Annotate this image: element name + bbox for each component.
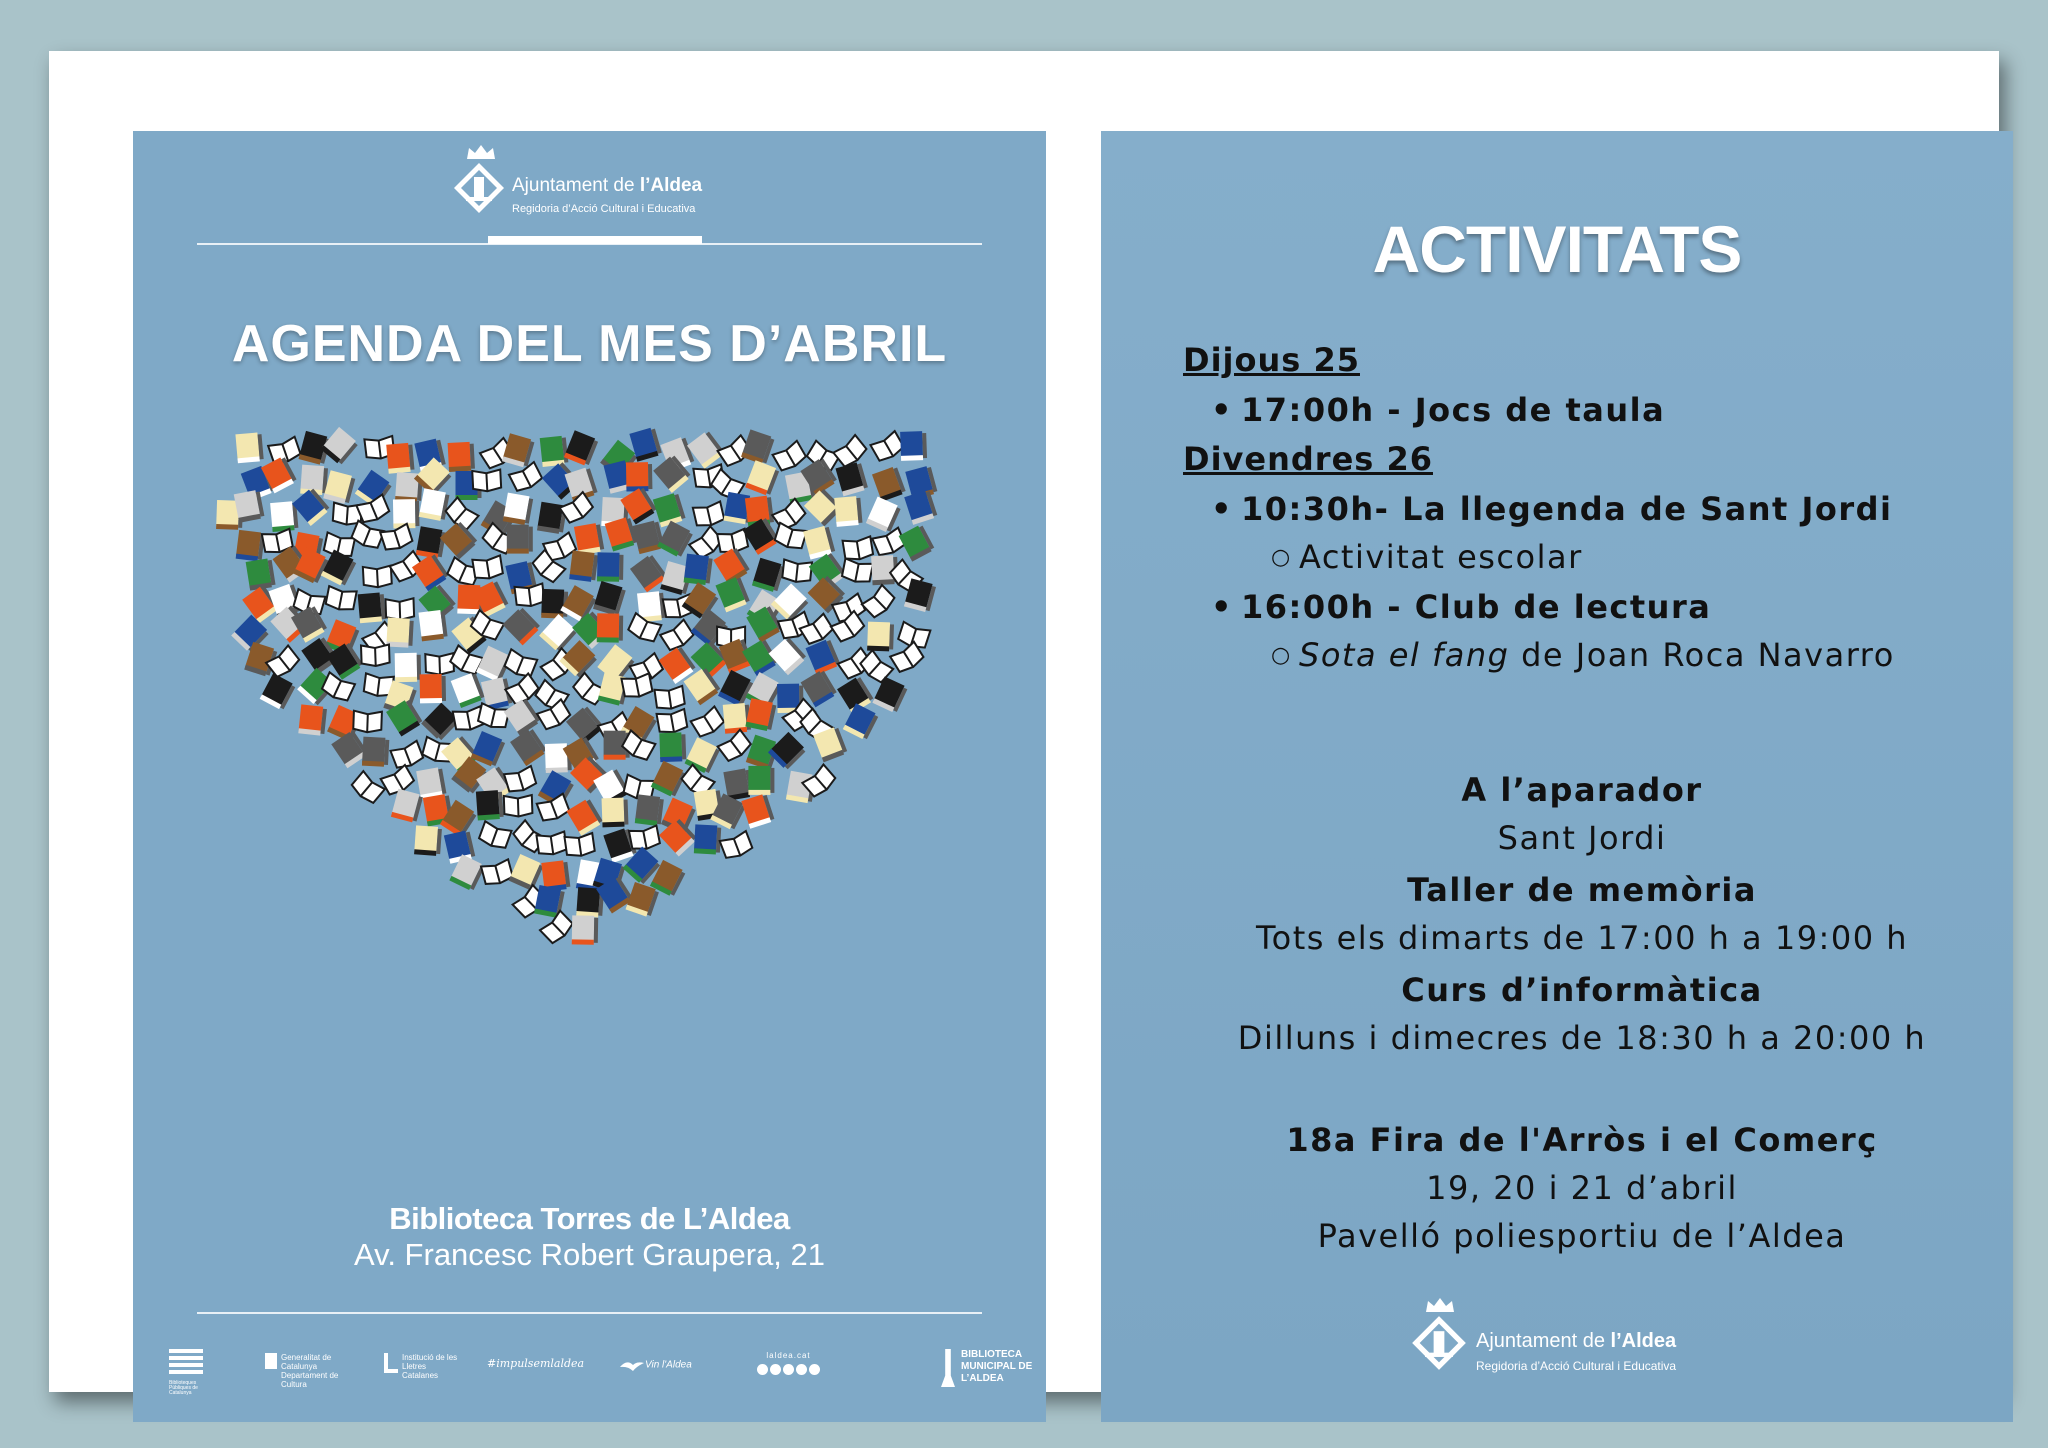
activity-detail: ○ Sota el fang de Joan Roca Navarro	[1183, 632, 1895, 681]
crown-icon	[465, 143, 497, 161]
sponsor-logo: Institució de les Lletres Catalanes	[384, 1353, 464, 1380]
book-icon	[320, 427, 359, 466]
ajuntament-logo	[448, 143, 748, 223]
day-heading: Divendres 26	[1183, 440, 1433, 478]
book-icon	[298, 704, 327, 736]
book-icon	[391, 741, 425, 771]
book-icon	[537, 699, 572, 731]
book-icon	[718, 670, 754, 708]
book-icon	[564, 833, 595, 858]
fira-dates: 19, 20 i 21 d’abril	[1426, 1169, 1738, 1207]
book-icon	[536, 832, 567, 857]
book-icon	[504, 795, 533, 817]
book-icon	[564, 430, 599, 467]
flickr-icon	[809, 1364, 820, 1375]
book-icon	[899, 524, 936, 562]
book-icon	[872, 676, 908, 713]
book-icon	[353, 711, 382, 733]
book-icon	[503, 493, 534, 526]
sponsor-logo: #impulsemlaldea	[487, 1357, 585, 1370]
activity-item: • 10:30h- La llegenda de Sant Jordi	[1183, 485, 1895, 534]
book-icon	[420, 674, 447, 703]
poster-panel	[133, 131, 1046, 1422]
book-icon	[350, 521, 384, 551]
book-icon	[350, 771, 385, 805]
stack-icon	[169, 1349, 205, 1379]
bullet-icon: •	[1211, 588, 1233, 626]
taller-text: Tots els dimarts de 17:00 h a 19:00 h	[1256, 919, 1908, 957]
book-icon	[540, 911, 575, 946]
agenda-title: AGENDA DEL MES D’ABRIL	[231, 315, 948, 373]
book-icon	[414, 825, 442, 856]
circle-bullet-icon: ○	[1271, 545, 1292, 570]
sponsor-logo: BIBLIOTECA MUNICIPAL DE L’ALDEA	[941, 1349, 1051, 1387]
book-icon	[773, 441, 808, 473]
book-icon	[593, 581, 626, 616]
logo-subtitle: Regidoria d’Acció Cultural i Educativa	[512, 203, 696, 215]
book-icon	[425, 653, 454, 675]
book-icon	[386, 618, 413, 648]
sponsor-logo: Vin l'Aldea	[619, 1357, 692, 1373]
book-icon	[752, 558, 785, 593]
bottom-divider	[197, 1312, 982, 1314]
book-icon	[572, 915, 599, 944]
venue-name: Biblioteca Torres de L’Aldea	[389, 1201, 790, 1236]
book-icon	[657, 709, 688, 735]
book-icon	[504, 766, 537, 794]
curs-heading: Curs d’informàtica	[1401, 971, 1763, 1009]
book-icon	[502, 433, 535, 468]
book-icon	[862, 585, 897, 620]
book-icon	[870, 431, 905, 463]
logo-name: Ajuntament de l’Aldea	[512, 175, 703, 196]
book-icon	[782, 559, 812, 583]
book-icon	[385, 598, 414, 620]
book-icon	[745, 698, 776, 732]
book-icon	[416, 526, 447, 559]
book-icon	[626, 462, 653, 491]
book-icon	[691, 706, 726, 739]
book-icon	[509, 854, 545, 891]
day-heading: Dijous 25	[1183, 341, 1360, 379]
book-icon	[478, 821, 511, 850]
book-icon	[741, 429, 775, 465]
schedule-list	[1183, 336, 1895, 681]
coat-of-arms-icon	[452, 161, 506, 215]
book-icon	[260, 673, 297, 711]
book-icon	[833, 435, 868, 469]
book-icon	[235, 432, 263, 463]
book-icon	[476, 790, 504, 821]
book-icon	[502, 606, 541, 645]
aparador-heading: A l’aparador	[1461, 771, 1703, 809]
book-icon	[472, 469, 501, 491]
book-icon	[539, 614, 578, 653]
book-icon	[684, 554, 713, 586]
book-icon	[769, 636, 808, 675]
book-icon	[361, 645, 390, 667]
book-icon	[566, 798, 603, 836]
book-icon	[515, 583, 545, 607]
book-icon	[867, 622, 894, 652]
brochure-sheet	[49, 51, 1999, 1396]
book-icon	[503, 649, 537, 679]
book-icon	[723, 703, 751, 734]
book-icon	[395, 653, 422, 682]
book-icon	[715, 576, 750, 613]
fira-heading: 18a Fira de l'Arròs i el Comerç	[1286, 1121, 1878, 1159]
curs-text: Dilluns i dimecres de 18:30 h a 20:00 h	[1237, 1019, 1927, 1057]
activity-item: • 16:00h - Club de lectura	[1183, 583, 1895, 632]
book-icon	[659, 732, 686, 762]
bird-icon	[619, 1357, 645, 1373]
book-icon	[507, 525, 533, 554]
social-icons	[757, 1364, 820, 1377]
book-icon	[451, 672, 486, 708]
book-icon	[362, 737, 389, 767]
lletres-icon	[384, 1353, 398, 1373]
aparador-text: Sant Jordi	[1497, 819, 1667, 857]
ajuntament-logo	[1406, 1296, 1726, 1386]
book-icon	[602, 797, 629, 827]
book-icon	[843, 536, 874, 561]
facebook-icon	[757, 1364, 768, 1375]
book-icon	[472, 555, 503, 580]
book-icon	[768, 732, 807, 771]
coat-of-arms-icon	[1410, 1314, 1468, 1372]
book-icon	[448, 442, 475, 472]
youtube-icon	[796, 1364, 807, 1375]
book-icon	[654, 686, 685, 711]
instagram-icon	[783, 1364, 794, 1375]
book-icon	[629, 825, 660, 851]
book-icon	[386, 443, 414, 474]
tower-icon	[941, 1349, 955, 1387]
book-icon	[872, 466, 906, 502]
book-icon	[741, 793, 775, 829]
book-icon	[358, 592, 386, 623]
circle-bullet-icon: ○	[1271, 643, 1292, 668]
sponsor-logos	[169, 1349, 1033, 1409]
book-icon	[720, 831, 754, 861]
bullet-icon: •	[1211, 391, 1233, 429]
book-icon	[835, 461, 868, 496]
generalitat-icon	[265, 1353, 277, 1369]
book-icon	[325, 586, 356, 612]
book-icon	[834, 496, 862, 527]
crown-icon	[1424, 1296, 1456, 1314]
book-icon	[540, 435, 569, 467]
top-divider-accent	[488, 236, 702, 244]
sponsor-logo: Generalitat de Catalunya Departament de Cultura	[265, 1353, 345, 1389]
book-icon	[574, 522, 605, 555]
book-icon	[597, 552, 624, 581]
book-icon	[660, 620, 695, 653]
book-icon	[481, 859, 513, 887]
book-icon	[748, 766, 774, 795]
venue-address: Av. Francesc Robert Graupera, 21	[354, 1237, 825, 1272]
book-icon	[597, 613, 624, 642]
book-icon	[246, 558, 276, 591]
book-icon	[843, 703, 879, 741]
taller-heading: Taller de memòria	[1407, 871, 1757, 909]
book-icon	[635, 794, 664, 826]
book-icon	[234, 489, 265, 522]
sponsor-logo: laldea.cat	[757, 1351, 820, 1377]
book-icon	[693, 501, 725, 528]
book-icon	[236, 530, 265, 562]
logo-name: Ajuntament de l’Aldea	[1476, 1330, 1677, 1352]
book-icon	[841, 558, 872, 584]
logo-subtitle: Regidoria d’Acció Cultural i Educativa	[1476, 1359, 1677, 1373]
fira-place: Pavelló poliesportiu de l’Aldea	[1317, 1217, 1847, 1255]
book-icon	[900, 431, 927, 461]
book-icon	[418, 609, 447, 641]
activity-item: • 17:00h - Jocs de taula	[1183, 386, 1895, 435]
book-icon	[510, 728, 548, 767]
book-icon	[391, 789, 424, 824]
book-icon	[904, 489, 938, 525]
book-icon	[323, 470, 356, 505]
book-icon	[363, 565, 392, 587]
book-icon	[419, 488, 450, 521]
activities-title: ACTIVITATS	[1372, 212, 1742, 286]
sponsor-logo: Biblioteques Públiques de Catalunya	[169, 1349, 209, 1391]
book-icon	[569, 550, 598, 582]
bullet-icon: •	[1211, 490, 1233, 528]
book-icon	[694, 824, 721, 854]
activities-panel	[1101, 131, 2013, 1422]
book-icon	[872, 528, 906, 558]
book-icon	[633, 520, 665, 554]
book-icon	[440, 520, 479, 559]
activity-detail: ○ Activitat escolar	[1183, 534, 1895, 583]
book-icon	[509, 462, 543, 493]
book-icon	[745, 460, 780, 496]
twitter-icon	[770, 1364, 781, 1375]
book-heart-illustration	[213, 441, 953, 1121]
